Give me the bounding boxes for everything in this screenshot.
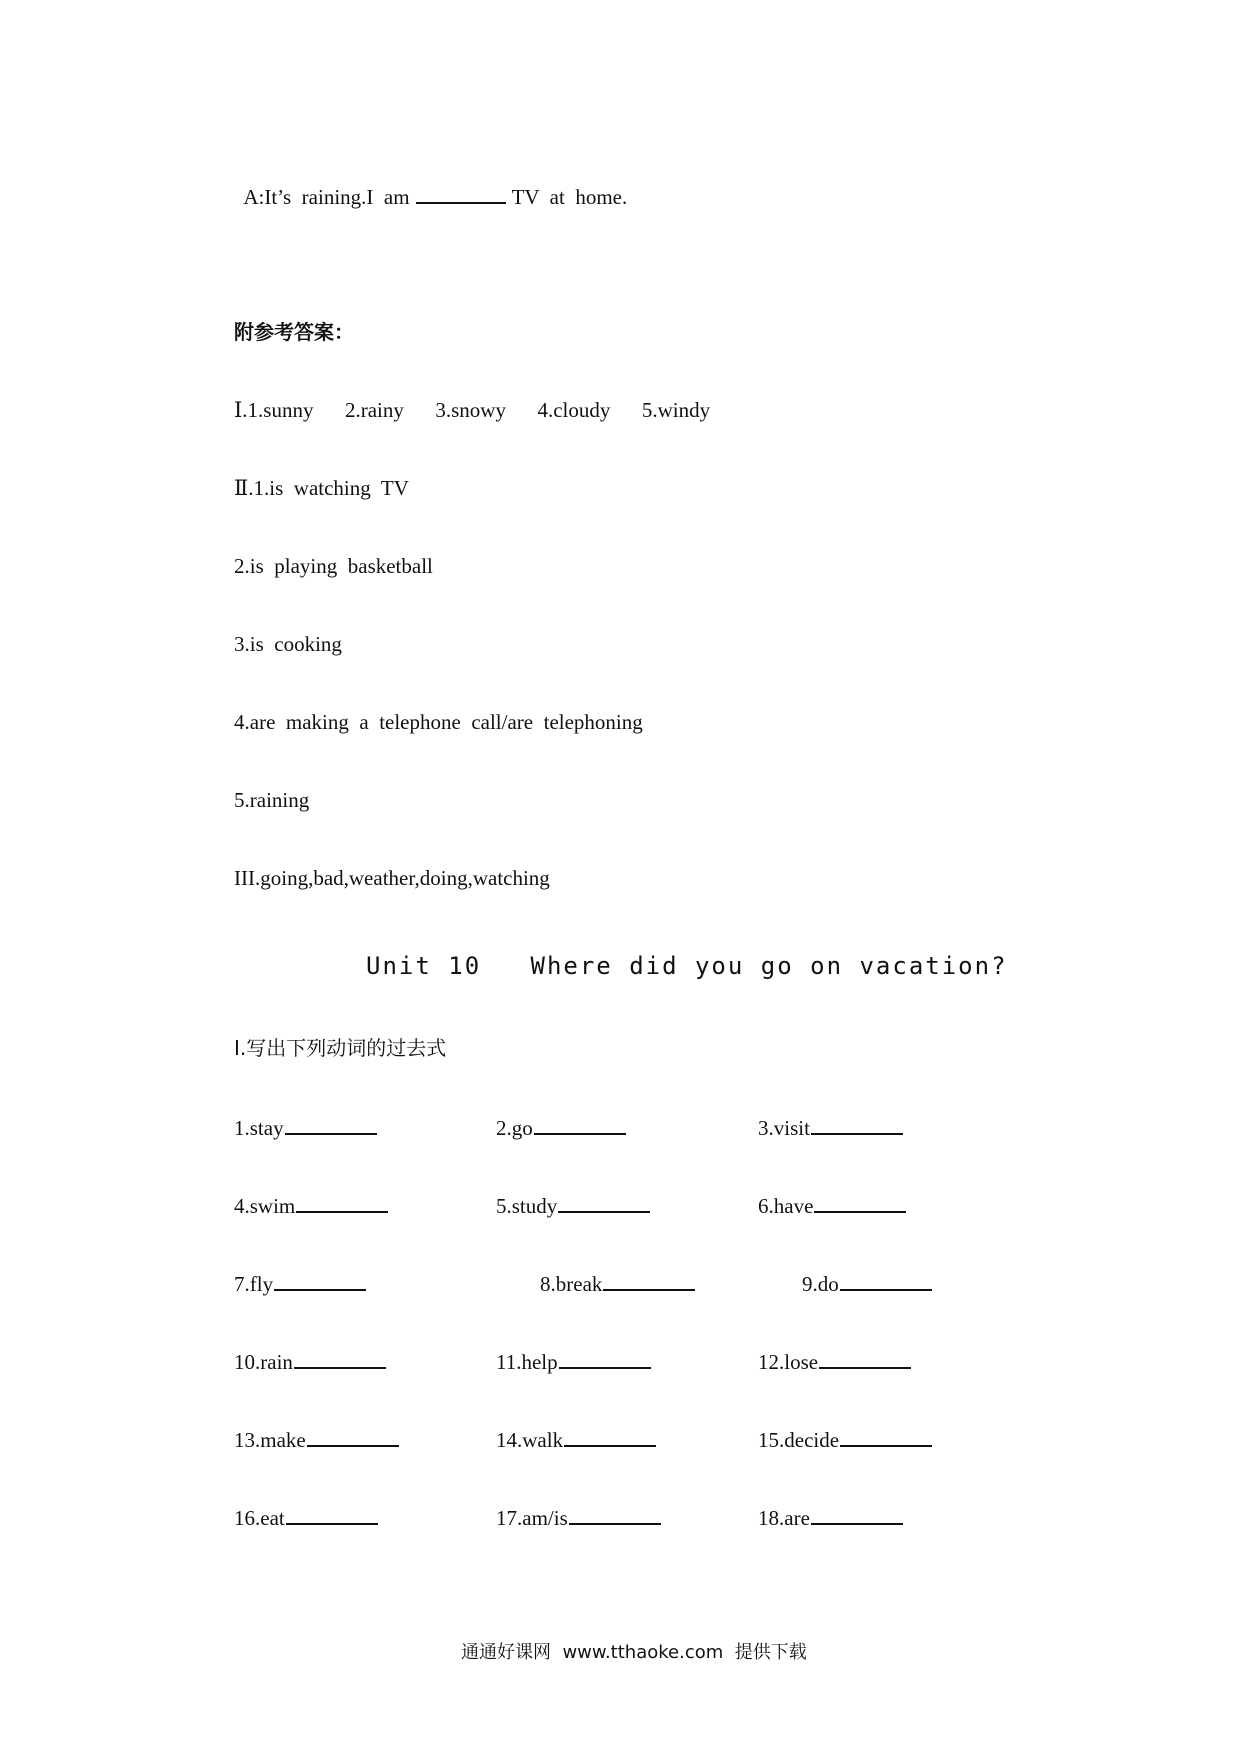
verb-label: 15.decide [758,1428,840,1452]
verb-item [234,1508,378,1529]
answer-blank[interactable] [569,1522,661,1525]
answer-blank[interactable] [416,201,506,204]
dialogue-suffix: TV at home. [511,185,628,209]
answer-blank[interactable] [274,1288,366,1291]
verb-label: 7.fly [234,1272,274,1296]
verb-label: 5.study [496,1194,558,1218]
verb-label: 12.lose [758,1350,819,1374]
verb-label: 14.walk [496,1428,564,1452]
answer-blank[interactable] [286,1522,378,1525]
answer-blank[interactable] [603,1288,695,1291]
answer-blank[interactable] [564,1444,656,1447]
verb-item [758,1508,903,1529]
verb-item [758,1352,911,1373]
answer-blank[interactable] [285,1132,377,1135]
answer-line: 4.are making a telephone call/are telephoning [234,710,643,734]
verb-item [758,1118,903,1139]
verb-item [234,1118,377,1139]
verb-item [802,1274,932,1295]
verb-label: 18.are [758,1506,810,1530]
verb-label: 10.rain [234,1350,293,1374]
verb-label: 11.help [496,1350,558,1374]
verb-label: 17.am/is [496,1506,568,1530]
answer-blank[interactable] [814,1210,906,1213]
answer-line: III.going,bad,weather,doing,watching [234,866,550,890]
page-footer: 通通好课网 www.tthaoke.com 提供下载 [461,1642,807,1663]
verb-label: 8.break [540,1272,603,1296]
answer-blank[interactable] [307,1444,399,1447]
answer-blank[interactable] [811,1132,903,1135]
answers-heading: 附参考答案： [234,320,354,344]
verb-item [234,1196,388,1217]
dialogue-line [234,166,627,208]
unit-title: Unit 10 Where did you go on vacation? [366,952,1008,980]
answer-blank[interactable] [534,1132,626,1135]
verb-label: 1.stay [234,1116,284,1140]
verb-item [234,1274,366,1295]
verb-item [540,1274,695,1295]
verb-label: 13.make [234,1428,306,1452]
answer-blank[interactable] [559,1366,651,1369]
verb-item [234,1430,399,1451]
answer-line: 2.is playing basketball [234,554,433,578]
answer-blank[interactable] [296,1210,388,1213]
verb-item [234,1352,386,1373]
dialogue-prefix: A:It’s raining.I am [243,185,410,209]
answer-line: Ⅱ.1.is watching TV [234,476,409,500]
verb-label: 6.have [758,1194,814,1218]
answer-blank[interactable] [294,1366,386,1369]
verb-item [496,1196,650,1217]
verb-item [496,1430,656,1451]
verb-item [496,1508,661,1529]
verb-label: 2.go [496,1116,533,1140]
verb-item [758,1430,932,1451]
answer-blank[interactable] [811,1522,903,1525]
answer-blank[interactable] [558,1210,650,1213]
answer-blank[interactable] [819,1366,911,1369]
answer-line: 3.is cooking [234,632,342,656]
verb-item [496,1352,651,1373]
verb-label: 4.swim [234,1194,296,1218]
verb-item [758,1196,906,1217]
verb-label: 16.eat [234,1506,285,1530]
verb-item [496,1118,626,1139]
answer-line: Ⅰ.1.sunny 2.rainy 3.snowy 4.cloudy 5.windy [234,398,711,422]
section-instruction: Ⅰ.写出下列动词的过去式 [234,1036,447,1060]
answer-blank[interactable] [840,1444,932,1447]
answer-blank[interactable] [840,1288,932,1291]
verb-label: 3.visit [758,1116,810,1140]
verb-label: 9.do [802,1272,839,1296]
answer-line: 5.raining [234,788,310,812]
